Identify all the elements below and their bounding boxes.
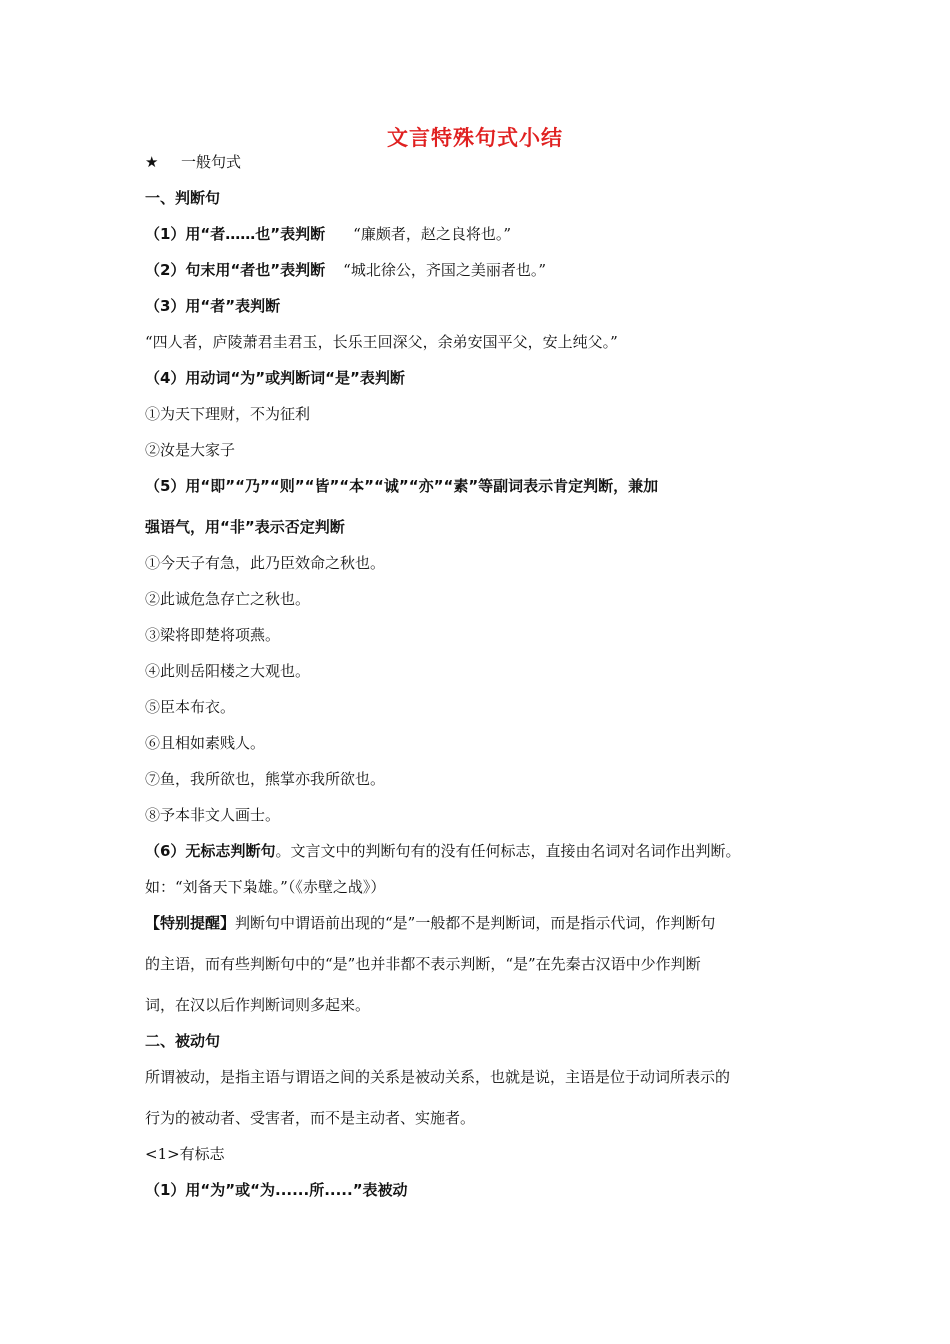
judgment-item-6-example: 如：“刘备天下枭雄。”（《赤壁之战》） [145,878,386,896]
item-label: （1）用“者……也”表判断 [145,225,326,243]
item-text: 。文言文中的判断句有的没有任何标志，直接由名词对名词作出判断。 [275,842,741,860]
section-heading-passive: 二、被动句 [145,1032,221,1050]
special-note-line3: 词，在汉以后作判断词则多起来。 [145,996,371,1014]
section-heading-judgment: 一、判断句 [145,189,221,207]
passive-intro-line1: 所谓被动，是指主语与谓语之间的关系是被动关系，也就是说，主语是位于动词所表示的 [145,1068,731,1086]
general-heading-text: 一般句式 [181,153,242,171]
note-label: 【特别提醒】 [145,914,236,932]
item-example: “廉颇者，赵之良将也。” [353,225,511,243]
judgment-item-3-example: “四人者，庐陵萧君圭君玉，长乐王回深父，余弟安国平父，安上纯父。” [145,333,618,351]
special-note-line2: 的主语，而有些判断句中的“是”也并非都不表示判断，“是”在先秦古汉语中少作判断 [145,955,701,973]
judgment-item-4-example-2: ②汝是大家子 [145,441,236,459]
judgment-item-2 [145,260,546,280]
list-item: ①今天子有急，此乃臣效命之秋也。 [145,554,386,572]
list-item: ⑦鱼，我所欲也，熊掌亦我所欲也。 [145,770,386,788]
star-icon: ★ [145,153,159,171]
judgment-item-3-label: （3）用“者”表判断 [145,297,281,315]
judgment-item-1 [145,224,511,244]
item-label: （6）无标志判断句 [145,842,276,860]
judgment-item-5-label-line2: 强语气，用“非”表示否定判断 [145,518,345,536]
passive-item-1-label: （1）用“为”或“为......所.....”表被动 [145,1181,408,1199]
special-note-line1 [145,913,715,933]
list-item: ④此则岳阳楼之大观也。 [145,662,311,680]
item-example: “城北徐公，齐国之美丽者也。” [343,261,546,279]
page-title: 文言特殊句式小结 [387,126,563,150]
list-item: ⑥且相如素贱人。 [145,734,266,752]
item-label: （2）句末用“者也”表判断 [145,261,326,279]
list-item: ③梁将即楚将项燕。 [145,626,281,644]
judgment-item-6 [145,841,740,861]
passive-subheading: <1>有标志 [145,1145,225,1163]
general-heading [145,152,241,172]
judgment-item-4-example-1: ①为天下理财，不为征利 [145,405,311,423]
list-item: ⑧予本非文人画士。 [145,806,281,824]
list-item: ②此诚危急存亡之秋也。 [145,590,311,608]
judgment-item-4-label: （4）用动词“为”或判断词“是”表判断 [145,369,405,387]
note-text: 判断句中谓语前出现的“是”一般都不是判断词，而是指示代词，作判断句 [235,914,716,932]
judgment-item-5-label-line1: （5）用“即”“乃”“则”“皆”“本”“诚”“亦”“素”等副词表示肯定判断，兼加 [145,477,659,495]
passive-intro-line2: 行为的被动者、受害者，而不是主动者、实施者。 [145,1109,476,1127]
list-item: ⑤臣本布衣。 [145,698,236,716]
